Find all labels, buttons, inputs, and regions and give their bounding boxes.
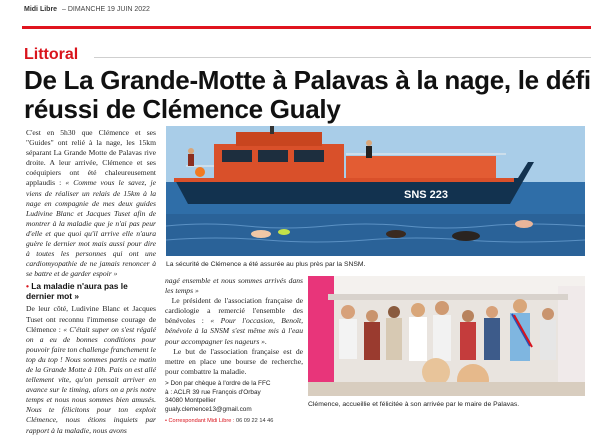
correspondent-phone: 06 09 22 14 46: [236, 418, 274, 425]
photo-caption-1: La sécurité de Clémence a été assurée au plus près par la SNSM.: [166, 261, 366, 268]
section-rubric: Littoral: [24, 46, 79, 63]
photo-caption-2: Clémence, accueillie et félicitée à son arrivée par le maire de Palavas.: [308, 401, 520, 408]
correspondent-line: [165, 416, 303, 426]
article-paragraph: [165, 347, 303, 377]
article-paragraph: [26, 304, 156, 435]
rubric-divider: [94, 57, 591, 58]
arrival-photo-illustration: [308, 276, 585, 396]
quote-text: nagé ensemble et nous sommes arrivés dans les temps »: [165, 276, 303, 296]
quote-text: « Comme vous le savez, je viens de réaliser un relais de 15km à la nage en compagnie de mes deux guides Ludivine Blanc et Jacques Tuset afin de montrer à la maladie que je n'ai pas peur d'elle et que quoi qu'il arrive elle n'aura guère le dernier mot mais aussi pour dire à toutes les personnes qui ont une cardiomyopathie de ne jamais renoncer à se battre et de garder espoir »: [26, 178, 156, 279]
contact-email: gualy.clemence13@gmail.com: [165, 405, 252, 413]
paragraph-text: De leur côté, Ludivine Blanc et Jacques Tuset ont reconnu l'immense courage de Clémence :: [26, 304, 156, 334]
paragraph-text: Le but de l'association française est de mettre en place une bourse de recherche, pour combattre la maladie.: [165, 346, 304, 376]
publication-date: – DIMANCHE 19 JUIN 2022: [62, 6, 150, 13]
contact-line: 34080 Montpellier: [165, 397, 216, 405]
paragraph-text: C'est en 5h30 que Clémence et ses "Guides" ont relié à la nage, les 15km séparant La Grande Motte de Palavas rive droite. A leur arrivée, Clémence et ses coéquipiers ont été chaleureusement applaudis :: [26, 128, 156, 188]
header-rule: [22, 26, 591, 29]
article-paragraph: [26, 128, 156, 279]
quote-text: « Pour l'occasion, Benoît, bénévole à la SNSM s'est même mis à l'eau pour accompagner les nageurs ».: [165, 316, 303, 346]
article-column-1: [26, 128, 156, 436]
photo-arrival-welcome: [308, 276, 585, 396]
quote-text: « C'était super on s'est régalé on a eu de bonnes conditions pour pouvoir faire ton challenge franchement le top du top ! Nous sommes partis ce matin de la Grande Motte à 10h. Pais on est allé tellement vite, qu'on pensait arriver en avance sur le timing, alors on a pris notre temps et nous nous sommes bien amusés. Nous te félicitons pour ton exploit Clémence, nous étions inquiets par rapport à la maladie, nous avons: [26, 324, 157, 435]
boat-hull-label: SNS 223: [404, 189, 449, 201]
correspondent-label: • Correspondant Midi Libre :: [165, 418, 235, 425]
paragraph-text: Le président de l'association française de cardiologie a remercié l'ensemble des bénévoles :: [165, 296, 304, 326]
boat-photo-illustration: [166, 126, 585, 256]
article-paragraph: [165, 296, 303, 346]
contact-line: > Don par chèque à l'ordre de la FFC: [165, 379, 271, 387]
article-subheading: [26, 281, 156, 301]
subheading-bullet: •: [26, 281, 29, 292]
newspaper-name: Midi Libre: [24, 6, 58, 13]
photo-snsm-boat: [166, 126, 585, 256]
article-headline: De La Grande-Motte à Palavas à la nage, le défi réussi de Clémence Gualy: [24, 65, 591, 124]
subheading-text: La maladie n'aura pas le dernier mot »: [26, 281, 128, 302]
article-column-2: [165, 276, 303, 426]
contact-line: à : ACLR 39 rue François d'Orbay: [165, 388, 261, 396]
donation-contact: [165, 380, 303, 414]
